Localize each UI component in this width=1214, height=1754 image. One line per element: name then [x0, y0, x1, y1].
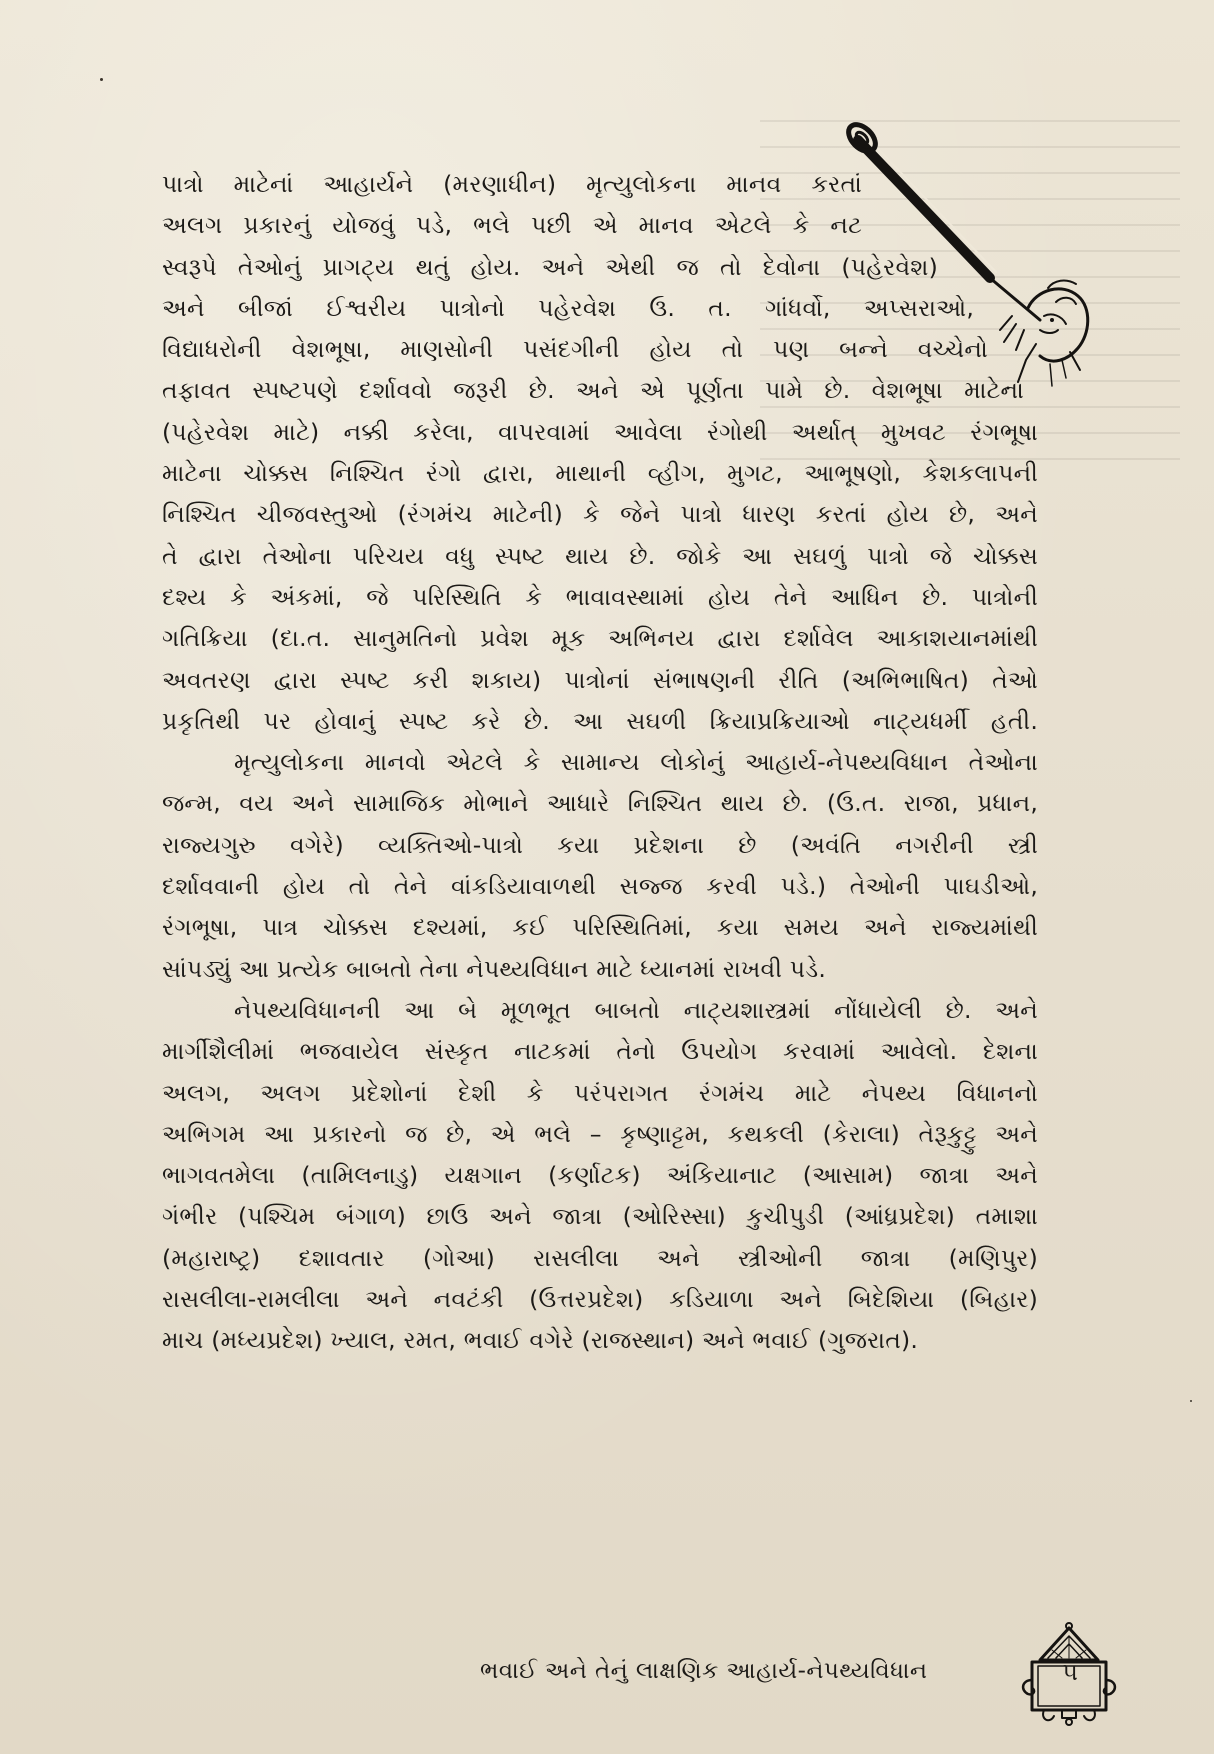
- text-line: મૃત્યુલોકના માનવો એટલે કે સામાન્ય લોકોનું આહાર્ય-નેપથ્યવિધાન તેઓના: [234, 748, 1038, 777]
- text-line: ગંભીર (પશ્ચિમ બંગાળ) છાઉ અને જાત્રા (ઓરિસ્સા) કુચીપુડી (આંધ્રપ્રદેશ) તમાશા: [162, 1202, 1038, 1231]
- text-line: સ્વરૂપે તેઓનું પ્રાગટ્ય થતું હોય. અને એથી જ તો દેવોના (પહેરવેશ): [162, 252, 938, 281]
- text-line: દર્શાવવાની હોય તો તેને વાંકડિયાવાળથી સજ્જ કરવી પડે.) તેઓની પાઘડીઓ,: [162, 872, 1038, 901]
- text-line: નિશ્ચિત ચીજવસ્તુઓ (રંગમંચ માટેની) કે જેને પાત્રો ધારણ કરતાં હોય છે, અને: [162, 500, 1038, 529]
- text-line: રાસલીલા-રામલીલા અને નવટંકી (ઉત્તરપ્રદેશ) કડિયાળા અને બિદેશિયા (બિહાર): [162, 1285, 1038, 1314]
- page-footer: [0, 1620, 1214, 1730]
- dust-speck: [1190, 1400, 1192, 1402]
- text-line: માચ (મધ્યપ્રદેશ) ખ્યાલ, રમત, ભવાઈ વગેરે (રાજસ્થાન) અને ભવાઈ (ગુજરાત).: [162, 1326, 919, 1355]
- text-line: અલગ પ્રકારનું યોજવું પડે, ભલે પછી એ માનવ એટલે કે નટ: [162, 211, 862, 240]
- body-text: [162, 164, 1038, 1362]
- text-line: તફાવત સ્પષ્ટપણે દર્શાવવો જરૂરી છે. અને એ પૂર્ણતા પામે છે. વેશભૂષા માટેના: [162, 376, 1024, 405]
- text-line: તે દ્વારા તેઓના પરિચય વધુ સ્પષ્ટ થાય છે. જોકે આ સઘળું પાત્રો જે ચોક્કસ: [162, 541, 1038, 570]
- text-line: ભાગવતમેલા (તામિલનાડુ) યક્ષગાન (કર્ણાટક) અંકિયાનાટ (આસામ) જાત્રા અને: [162, 1161, 1038, 1190]
- text-line: માર્ગીશૈલીમાં ભજવાયેલ સંસ્કૃત નાટકમાં તેનો ઉપયોગ કરવામાં આવેલો. દેશના: [162, 1037, 1038, 1066]
- text-line: નેપથ્યવિધાનની આ બે મૂળભૂત બાબતો નાટ્યશાસ્ત્રમાં નોંધાયેલી છે. અને: [234, 995, 1038, 1024]
- paragraph-3: [162, 990, 1038, 1362]
- text-line: સાંપડ્યું આ પ્રત્યેક બાબતો તેના નેપથ્યવિધાન માટે ધ્યાનમાં રાખવી પડે.: [162, 954, 827, 983]
- page-number: ૫: [1062, 1658, 1078, 1686]
- running-footer-title: ભવાઈ અને તેનું લાક્ષણિક આહાર્ય-નેપથ્યવિધાન: [480, 1658, 928, 1684]
- text-line: અવતરણ દ્વારા સ્પષ્ટ કરી શકાય) પાત્રોનાં સંભાષણની રીતિ (અભિભાષિત) તેઓ: [162, 665, 1038, 694]
- text-line: દશ્ય કે અંકમાં, જે પરિસ્થિતિ કે ભાવાવસ્થામાં હોય તેને આધિન છે. પાત્રોની: [162, 582, 1038, 611]
- text-line: વિદ્યાધરોની વેશભૂષા, માણસોની પસંદગીની હોય તો પણ બન્ને વચ્ચેનો: [162, 335, 988, 364]
- text-line: રંગભૂષા, પાત્ર ચોક્કસ દશ્યમાં, કઈ પરિસ્થિતિમાં, કયા સમય અને રાજ્યમાંથી: [162, 913, 1038, 942]
- text-line: ગતિક્રિયા (દા.ત. સાનુમતિનો પ્રવેશ મૂક અભિનય દ્વારા દર્શાવેલ આકાશયાનમાંથી: [162, 624, 1038, 653]
- text-line: અને બીજાં ઈશ્વરીય પાત્રોનો પહેરવેશ ઉ. ત. ગાંધર્વો, અપ્સરાઓ,: [162, 293, 974, 322]
- paragraph-2: [162, 742, 1038, 990]
- text-line: જન્મ, વય અને સામાજિક મોભાને આધારે નિશ્ચિત થાય છે. (ઉ.ત. રાજા, પ્રધાન,: [162, 789, 1038, 818]
- text-line: માટેના ચોક્કસ નિશ્ચિત રંગો દ્વારા, માથાની વ્હીગ, મુગટ, આભૂષણો, કેશકલાપની: [162, 459, 1038, 488]
- text-line: (મહારાષ્ટ્ર) દશાવતાર (ગોઆ) રાસલીલા અને સ્ત્રીઓની જાત્રા (મણિપુર): [162, 1243, 1038, 1272]
- text-line: અભિગમ આ પ્રકારનો જ છે, એ ભલે – કૃષ્ણાટ્ટમ, કથકલી (કેરાલા) તેરૂકુટ્ટુ અને: [162, 1119, 1038, 1148]
- paragraph-1: [162, 164, 1038, 742]
- text-line: પાત્રો માટેનાં આહાર્યને (મરણાધીન) મૃત્યુલોકના માનવ કરતાં: [162, 170, 862, 198]
- text-line: પ્રકૃતિથી પર હોવાનું સ્પષ્ટ કરે છે. આ સઘળી ક્રિયાપ્રક્રિયાઓ નાટ્યધર્મી હતી.: [162, 706, 1038, 735]
- dust-speck: [100, 78, 103, 81]
- text-line: અલગ, અલગ પ્રદેશોનાં દેશી કે પરંપરાગત રંગમંચ માટે નેપથ્ય વિધાનનો: [162, 1078, 1038, 1107]
- text-line: રાજ્યગુરુ વગેરે) વ્યક્તિઓ-પાત્રો કયા પ્રદેશના છે (અવંતિ નગરીની સ્ત્રી: [162, 830, 1038, 859]
- text-line: (પહેરવેશ માટે) નક્કી કરેલા, વાપરવામાં આવેલા રંગોથી અર્થાત્ મુખવટ રંગભૂષા: [162, 417, 1038, 446]
